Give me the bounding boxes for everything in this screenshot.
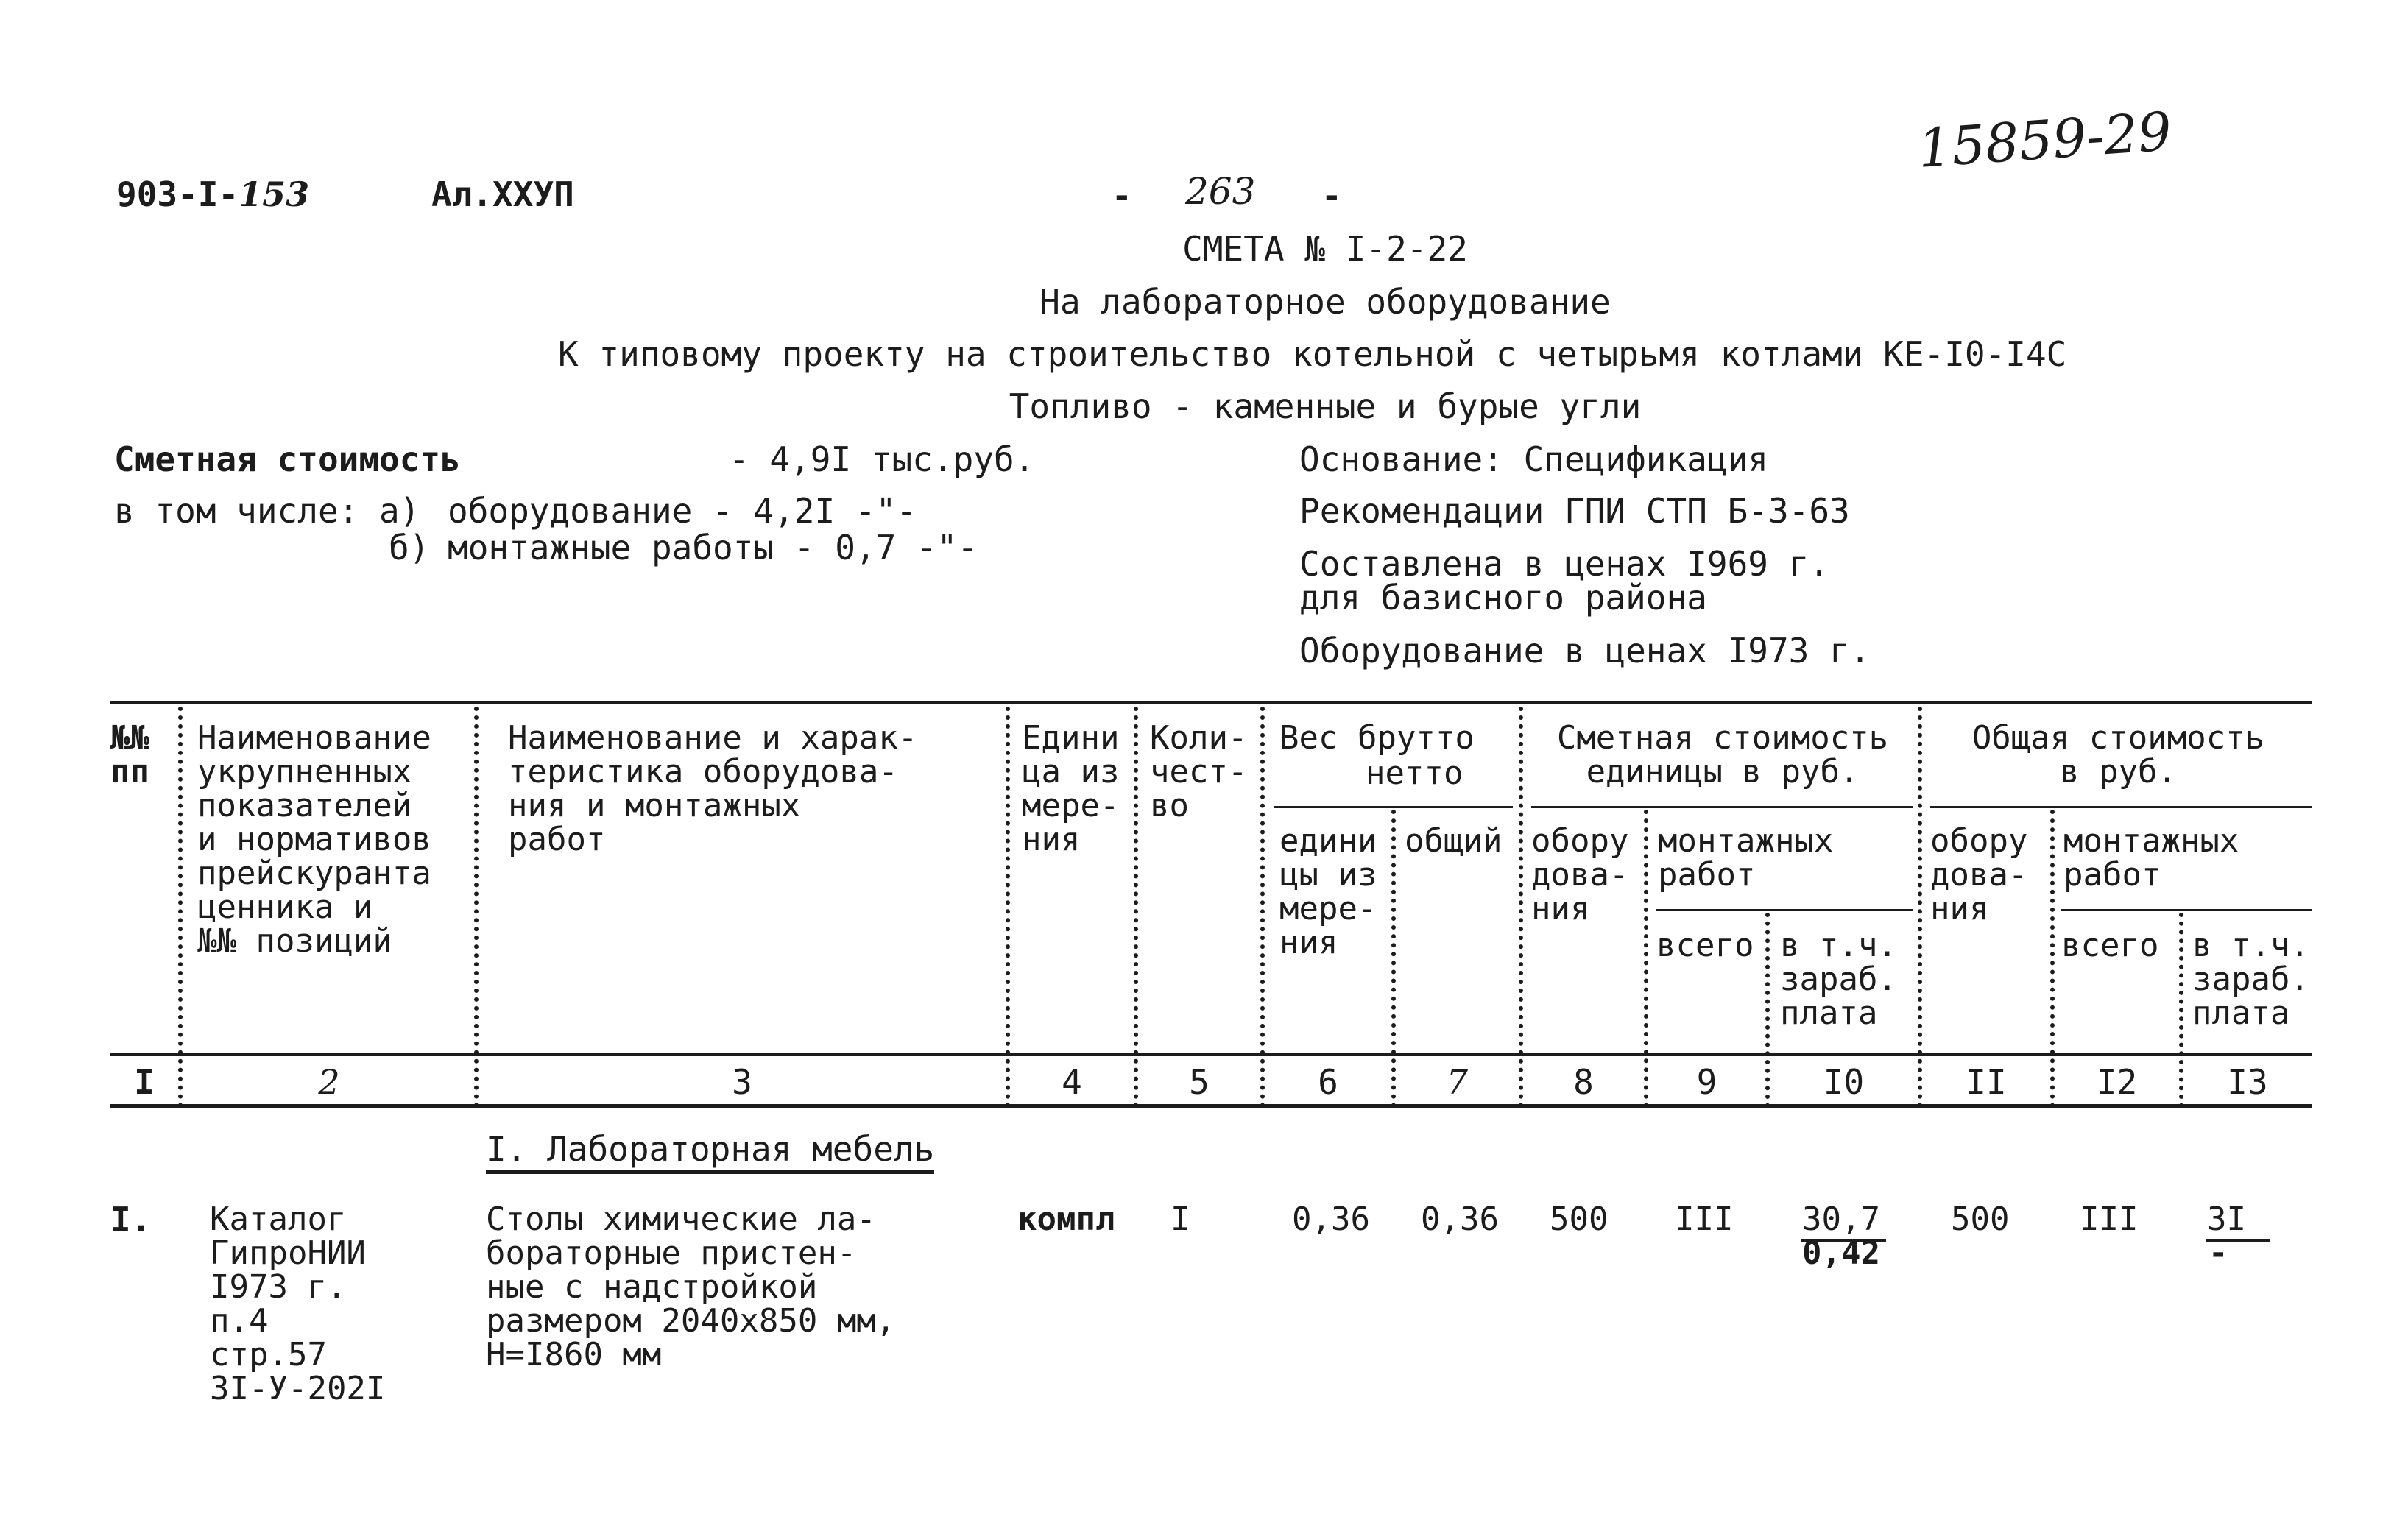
header-bottom-rule: [110, 1053, 2312, 1056]
project-code-handwritten: 153: [239, 174, 310, 214]
page-dash-left: -: [1112, 176, 1132, 216]
header-name: Наименование и харак- теристика оборудова- ния и монтажных работ: [508, 719, 918, 858]
header-eq: обору дова- ния: [1531, 822, 1629, 927]
estimate-subject: На лабораторное оборудование: [1039, 282, 1611, 322]
colnum-8: 8: [1573, 1062, 1594, 1102]
row-reference: Каталог ГипроНИИ I973 г. п.4 стр.57 3I-У-202I: [210, 1201, 386, 1407]
colnum-13: I3: [2227, 1062, 2268, 1102]
project-code: [116, 175, 309, 213]
basis-equipment-prices: Оборудование в ценах I973 г.: [1299, 631, 1871, 671]
cost-installation: монтажные работы - 0,7 -"-: [448, 528, 978, 568]
row-mont-total-sum: III: [2080, 1201, 2139, 1238]
colnum-10: I0: [1823, 1062, 1865, 1102]
row-mont-total: III: [1675, 1201, 1734, 1238]
colnum-11: II: [1966, 1062, 2007, 1102]
header-mont2: монтажных работ: [2063, 822, 2239, 894]
row-qty: I: [1171, 1201, 1190, 1238]
weight-rule: [1274, 806, 1513, 808]
row-wage-total-bottom: -: [2208, 1234, 2228, 1272]
basis-recommendations: Рекомендации ГПИ СТП Б-3-63: [1299, 491, 1850, 531]
colnum-6: 6: [1318, 1062, 1338, 1102]
cost-label: Сметная стоимость: [114, 439, 461, 479]
header-mont-total: всего: [1656, 927, 1754, 964]
basis-spec: Основание: Спецификация: [1299, 439, 1768, 479]
mont2-rule: [2061, 909, 2312, 911]
col-sep: [474, 707, 479, 1108]
cost-value: - 4,9I тыс.руб.: [729, 439, 1035, 479]
col-sep: [178, 707, 183, 1108]
mont-rule: [1656, 909, 1913, 911]
cost-item-b: б): [389, 528, 430, 568]
header-mont2-wage: в т.ч. зараб. плата: [2192, 927, 2309, 1032]
row-eq-cost: 500: [1550, 1201, 1609, 1238]
col-sep: [1519, 707, 1523, 1108]
estimate-fuel: Топливо - каменные и бурые угли: [1009, 386, 1642, 426]
colnum-bottom-rule: [110, 1104, 2312, 1108]
header-weight-sub: нетто: [1366, 754, 1463, 792]
row-mont-wage-bottom: 0,42: [1802, 1234, 1880, 1272]
estimate-title: СМЕТА № I-2-22: [1182, 229, 1468, 269]
col-sep: [1918, 707, 1922, 1108]
table-top-rule: [110, 701, 2312, 704]
row-weight-total: 0,36: [1421, 1201, 1499, 1238]
unit-cost-rule: [1531, 806, 1913, 808]
header-no: №№ пп: [110, 719, 149, 791]
header-total-cost-title: Общая стоимость в руб.: [1971, 719, 2265, 791]
page-number: 263: [1185, 170, 1256, 213]
header-mont: монтажных работ: [1658, 822, 1834, 894]
colnum-2: 2: [318, 1062, 340, 1102]
col-sep: [1134, 707, 1138, 1108]
cost-incl-label: в том числе: а): [114, 491, 420, 531]
colnum-12: I2: [2096, 1062, 2138, 1102]
header-unit-cost-title: Сметная стоимость единицы в руб.: [1556, 719, 1889, 791]
col-sep: [1006, 707, 1010, 1108]
album-number: Ал.XXУП: [431, 174, 574, 214]
col-sep: [1260, 707, 1265, 1108]
colnum-9: 9: [1696, 1062, 1717, 1102]
header-qty: Коли- чест- во: [1150, 719, 1248, 824]
header-weight-total: общий: [1405, 822, 1503, 860]
basis-region: для базисного района: [1299, 578, 1707, 618]
cost-equipment: оборудование - 4,2I -"-: [448, 491, 917, 531]
archive-number: 15859-29: [1916, 100, 2174, 180]
row-name: Столы химические ла- бораторные пристен- ные с надстройкой размером 2040х850 мм, Н=I860 мм: [486, 1201, 896, 1373]
basis-prices: Составлена в ценах I969 г.: [1299, 544, 1830, 584]
colnum-4: 4: [1062, 1062, 1082, 1102]
estimate-project: К типовому проекту на строительство котельной с четырьмя котлами КЕ-I0-I4С: [558, 334, 2067, 374]
header-mont-wage: в т.ч. зараб. плата: [1780, 927, 1897, 1032]
colnum-1: I: [134, 1062, 155, 1102]
header-eq2: обору дова- ния: [1930, 822, 2028, 927]
page-dash-right: -: [1321, 176, 1342, 216]
colnum-3: 3: [732, 1062, 752, 1102]
header-unit: Едини ца из мере- ния: [1022, 719, 1120, 858]
total-cost-rule: [1930, 806, 2312, 808]
row-weight-unit: 0,36: [1292, 1201, 1370, 1238]
row-mont-wage-top: 30,7: [1802, 1201, 1880, 1238]
header-ref: Наименование укрупненных показателей и нормативов прейскуранта ценника и №№ позиций: [197, 719, 431, 960]
row-wage-total-top: 3I: [2207, 1201, 2246, 1238]
header-mont2-total: всего: [2061, 927, 2159, 964]
row-unit: компл: [1017, 1201, 1115, 1238]
header-weight-title: Вес брутто: [1279, 719, 1475, 757]
section-title: [486, 1130, 934, 1168]
project-code-text: 903-I-: [116, 174, 239, 214]
section-title-text: I. Лабораторная мебель: [486, 1129, 934, 1174]
row-eq-total: 500: [1951, 1201, 2010, 1238]
colnum-7: 7: [1446, 1062, 1469, 1102]
colnum-5: 5: [1189, 1062, 1210, 1102]
row-number: I.: [110, 1200, 152, 1240]
header-weight-unit: едини цы из мере- ния: [1279, 822, 1377, 961]
